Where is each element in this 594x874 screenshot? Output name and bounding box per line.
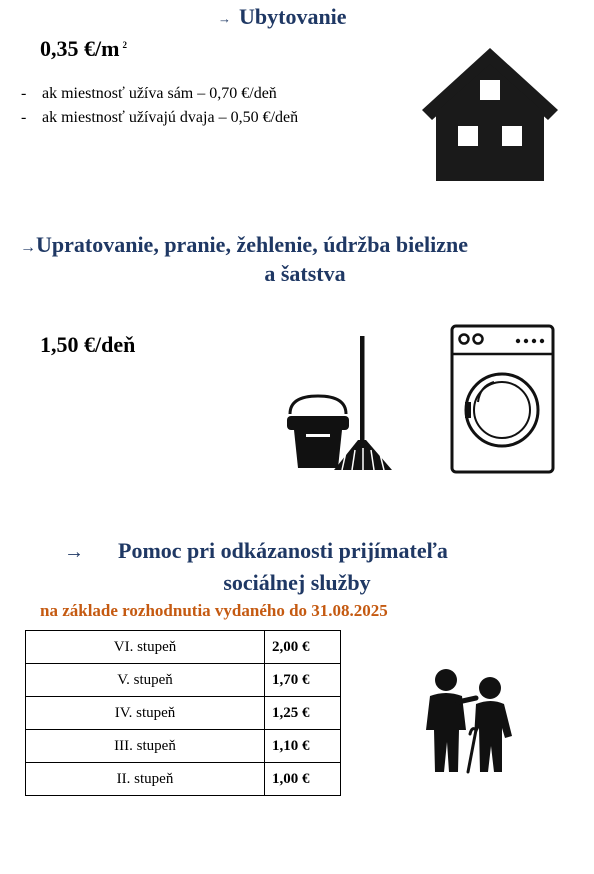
level-cell: II. stupeň	[26, 763, 265, 796]
accommodation-title: Ubytovanie	[239, 4, 347, 29]
accommodation-rate-double: - ak miestnosť užívajú dvaja – 0,50 €/deň	[20, 106, 298, 130]
arrow-icon: →	[20, 239, 36, 256]
assistance-heading-line1	[64, 538, 448, 564]
cleaning-price: 1,50 €/deň	[40, 332, 136, 357]
price-cell: 1,00 €	[265, 763, 341, 796]
level-cell: III. stupeň	[26, 730, 265, 763]
assistance-subtitle: na základe rozhodnutia vydaného do 31.08.2025	[40, 601, 388, 620]
cleaning-title-line2: a šatstva	[264, 261, 346, 286]
accommodation-price	[40, 36, 127, 62]
price-cell: 1,10 €	[265, 730, 341, 763]
price-cell: 1,25 €	[265, 697, 341, 730]
table-row	[26, 763, 341, 796]
elderly-people-icon	[414, 668, 520, 774]
table-row	[26, 697, 341, 730]
house-icon	[420, 44, 560, 184]
price-cell: 2,00 €	[265, 631, 341, 664]
level-cell: IV. stupeň	[26, 697, 265, 730]
table-row	[26, 730, 341, 763]
accommodation-heading	[218, 4, 347, 30]
bucket-mop-icon	[282, 332, 396, 480]
cleaning-heading	[20, 232, 590, 287]
table-row	[26, 664, 341, 697]
arrow-icon: →	[218, 10, 231, 26]
accommodation-price-value: 0,35 €/m	[40, 36, 120, 61]
table-row	[26, 631, 341, 664]
washing-machine-icon	[450, 324, 556, 474]
level-cell: VI. stupeň	[26, 631, 265, 664]
accommodation-price-unit-exponent: 2	[122, 39, 127, 50]
assistance-title-line1: Pomoc pri odkázanosti prijímateľa	[118, 538, 448, 563]
arrow-icon: →	[64, 541, 84, 563]
price-cell: 1,70 €	[265, 664, 341, 697]
care-level-price-table	[25, 630, 341, 796]
assistance-title-line2: sociálnej služby	[223, 570, 371, 595]
level-cell: V. stupeň	[26, 664, 265, 697]
accommodation-rate-list	[20, 82, 298, 130]
accommodation-rate-single: - ak miestnosť užíva sám – 0,70 €/deň	[20, 82, 298, 106]
cleaning-title-line1: Upratovanie, pranie, žehlenie, údržba bielizne	[36, 232, 469, 257]
